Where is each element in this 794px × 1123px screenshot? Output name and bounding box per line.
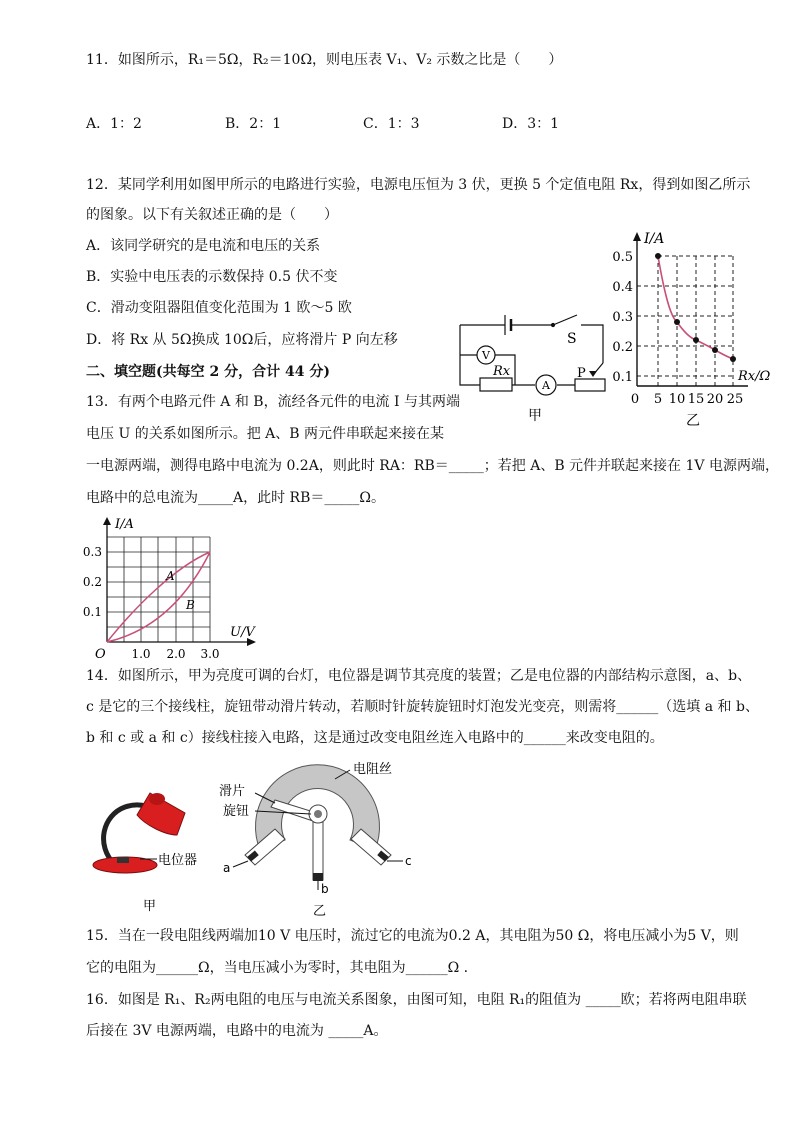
xtick: 5 <box>653 392 663 407</box>
potentiometer-diagram <box>215 755 425 920</box>
slider-piece-label: 滑片 <box>219 784 246 799</box>
q13-line4: 电路中的总电流为_____A，此时 RB＝_____Ω。 <box>86 490 385 506</box>
graph-caption: 乙 <box>686 413 700 428</box>
q13-graph-origin: O <box>95 647 106 662</box>
terminal-b: b <box>321 882 329 896</box>
q11-option-b: B．2：1 <box>225 116 282 132</box>
q15-line2: 它的电阻为______Ω，当电压减小为零时，其电阻为______Ω . <box>86 960 469 976</box>
q12-circuit-diagram <box>455 305 615 425</box>
q12-stem-line1: 12．某同学利用如图甲所示的电路进行实验，电源电压恒为 3 伏，更换 5 个定值电阻 Rx，得到如图乙所示 <box>86 177 751 193</box>
q13-xtick: 3.0 <box>200 647 220 661</box>
q13-xtick: 2.0 <box>166 647 186 661</box>
q13-line3: 一电源两端，测得电路中电流为 0.2A，则此时 RA：RB＝_____；若把 A、B 元件并联起来接在 1V 电源两端， <box>86 458 779 474</box>
q13-graph-xlabel: U/V <box>230 625 255 640</box>
q14-line3: b 和 c 或 a 和 c）接线柱接入电路，这是通过改变电阻丝连入电路中的______来改变电阻的。 <box>86 730 664 746</box>
graph-xlabel: Rx/Ω <box>738 369 771 384</box>
ammeter-label: A <box>542 379 550 392</box>
q12-stem-line2: 的图象。以下有关叙述正确的是（ ） <box>86 207 338 223</box>
lamp-caption: 甲 <box>143 899 157 914</box>
xtick: 10 <box>668 392 686 407</box>
xtick: 20 <box>706 392 724 407</box>
q13-xtick: 1.0 <box>131 647 151 661</box>
q11-option-a: A．1：2 <box>86 116 142 132</box>
q13-ytick: 0.2 <box>82 575 102 589</box>
switch-label: S <box>567 331 577 347</box>
curve-a-label: A <box>166 569 175 583</box>
ytick: 0.4 <box>612 280 633 295</box>
q16-line1: 16．如图是 R₁、R₂两电阻的电压与电流关系图象，由图可知，电阻 R₁的阻值为 _____欧；若将两电阻串联 <box>86 992 747 1008</box>
q16-line2: 后接在 3V 电源两端，电路中的电流为 _____A。 <box>86 1023 388 1039</box>
q12-option-a: A．该同学研究的是电流和电压的关系 <box>86 238 321 254</box>
ytick: 0.2 <box>612 340 633 355</box>
pot-caption: 乙 <box>313 904 327 919</box>
potentiometer-label: 电位器 <box>158 853 198 868</box>
curve-b-label: B <box>186 598 195 612</box>
q13-line1: 13．有两个电路元件 A 和 B，流经各元件的电流 I 与其两端 <box>86 394 460 410</box>
q11-stem: 11．如图所示，R₁＝5Ω，R₂＝10Ω，则电压表 V₁、V₂ 示数之比是（ ） <box>86 52 563 68</box>
desk-lamp-figure <box>85 785 215 915</box>
q13-line2: 电压 U 的关系如图所示。把 A、B 两元件串联起来接在某 <box>86 426 444 442</box>
q12-option-c: C．滑动变阻器阻值变化范围为 1 欧～5 欧 <box>86 300 352 316</box>
voltmeter-label: V <box>482 349 490 362</box>
ytick: 0.1 <box>612 370 633 385</box>
wire-label: 电阻丝 <box>353 762 393 777</box>
q11-option-d: D．3：1 <box>502 116 560 132</box>
q13-graph-ylabel: I/A <box>115 517 134 532</box>
section-title: 二、填空题(共每空 2 分，合计 44 分) <box>86 364 330 380</box>
knob-label: 旋钮 <box>223 804 250 819</box>
q14-line2: c 是它的三个接线柱，旋钮带动滑片转动，若顺时针旋转旋钮时灯泡发光变亮，则需将______（选填 a 和 b、 <box>86 699 759 715</box>
resistor-label: Rx <box>493 364 511 379</box>
q12-current-resistance-graph <box>608 228 788 428</box>
q12-option-b: B．实验中电压表的示数保持 0.5 伏不变 <box>86 269 338 285</box>
q13-ytick: 0.1 <box>82 605 102 619</box>
q13-ytick: 0.3 <box>82 545 102 559</box>
q11-option-c: C．1：3 <box>363 116 420 132</box>
terminal-a: a <box>223 861 231 875</box>
ytick: 0.3 <box>612 310 633 325</box>
xtick: 0 <box>630 392 640 407</box>
xtick: 25 <box>726 392 744 407</box>
slider-label: P <box>577 366 586 381</box>
terminal-c: c <box>405 854 412 868</box>
q14-line1: 14．如图所示，甲为亮度可调的台灯，电位器是调节其亮度的装置；乙是电位器的内部结构示意图，a、b、 <box>86 668 752 684</box>
q15-line1: 15．当在一段电阻线两端加10 V 电压时，流过它的电流为0.2 A，其电阻为50 Ω，将电压减小为5 V，则 <box>86 928 739 944</box>
circuit-caption: 甲 <box>528 408 542 424</box>
q12-option-d: D．将 Rx 从 5Ω换成 10Ω后，应将滑片 P 向左移 <box>86 332 398 348</box>
graph-ylabel: I/A <box>644 231 665 247</box>
ytick: 0.5 <box>612 250 633 265</box>
q13-iu-graph <box>80 512 270 662</box>
xtick: 15 <box>687 392 705 407</box>
